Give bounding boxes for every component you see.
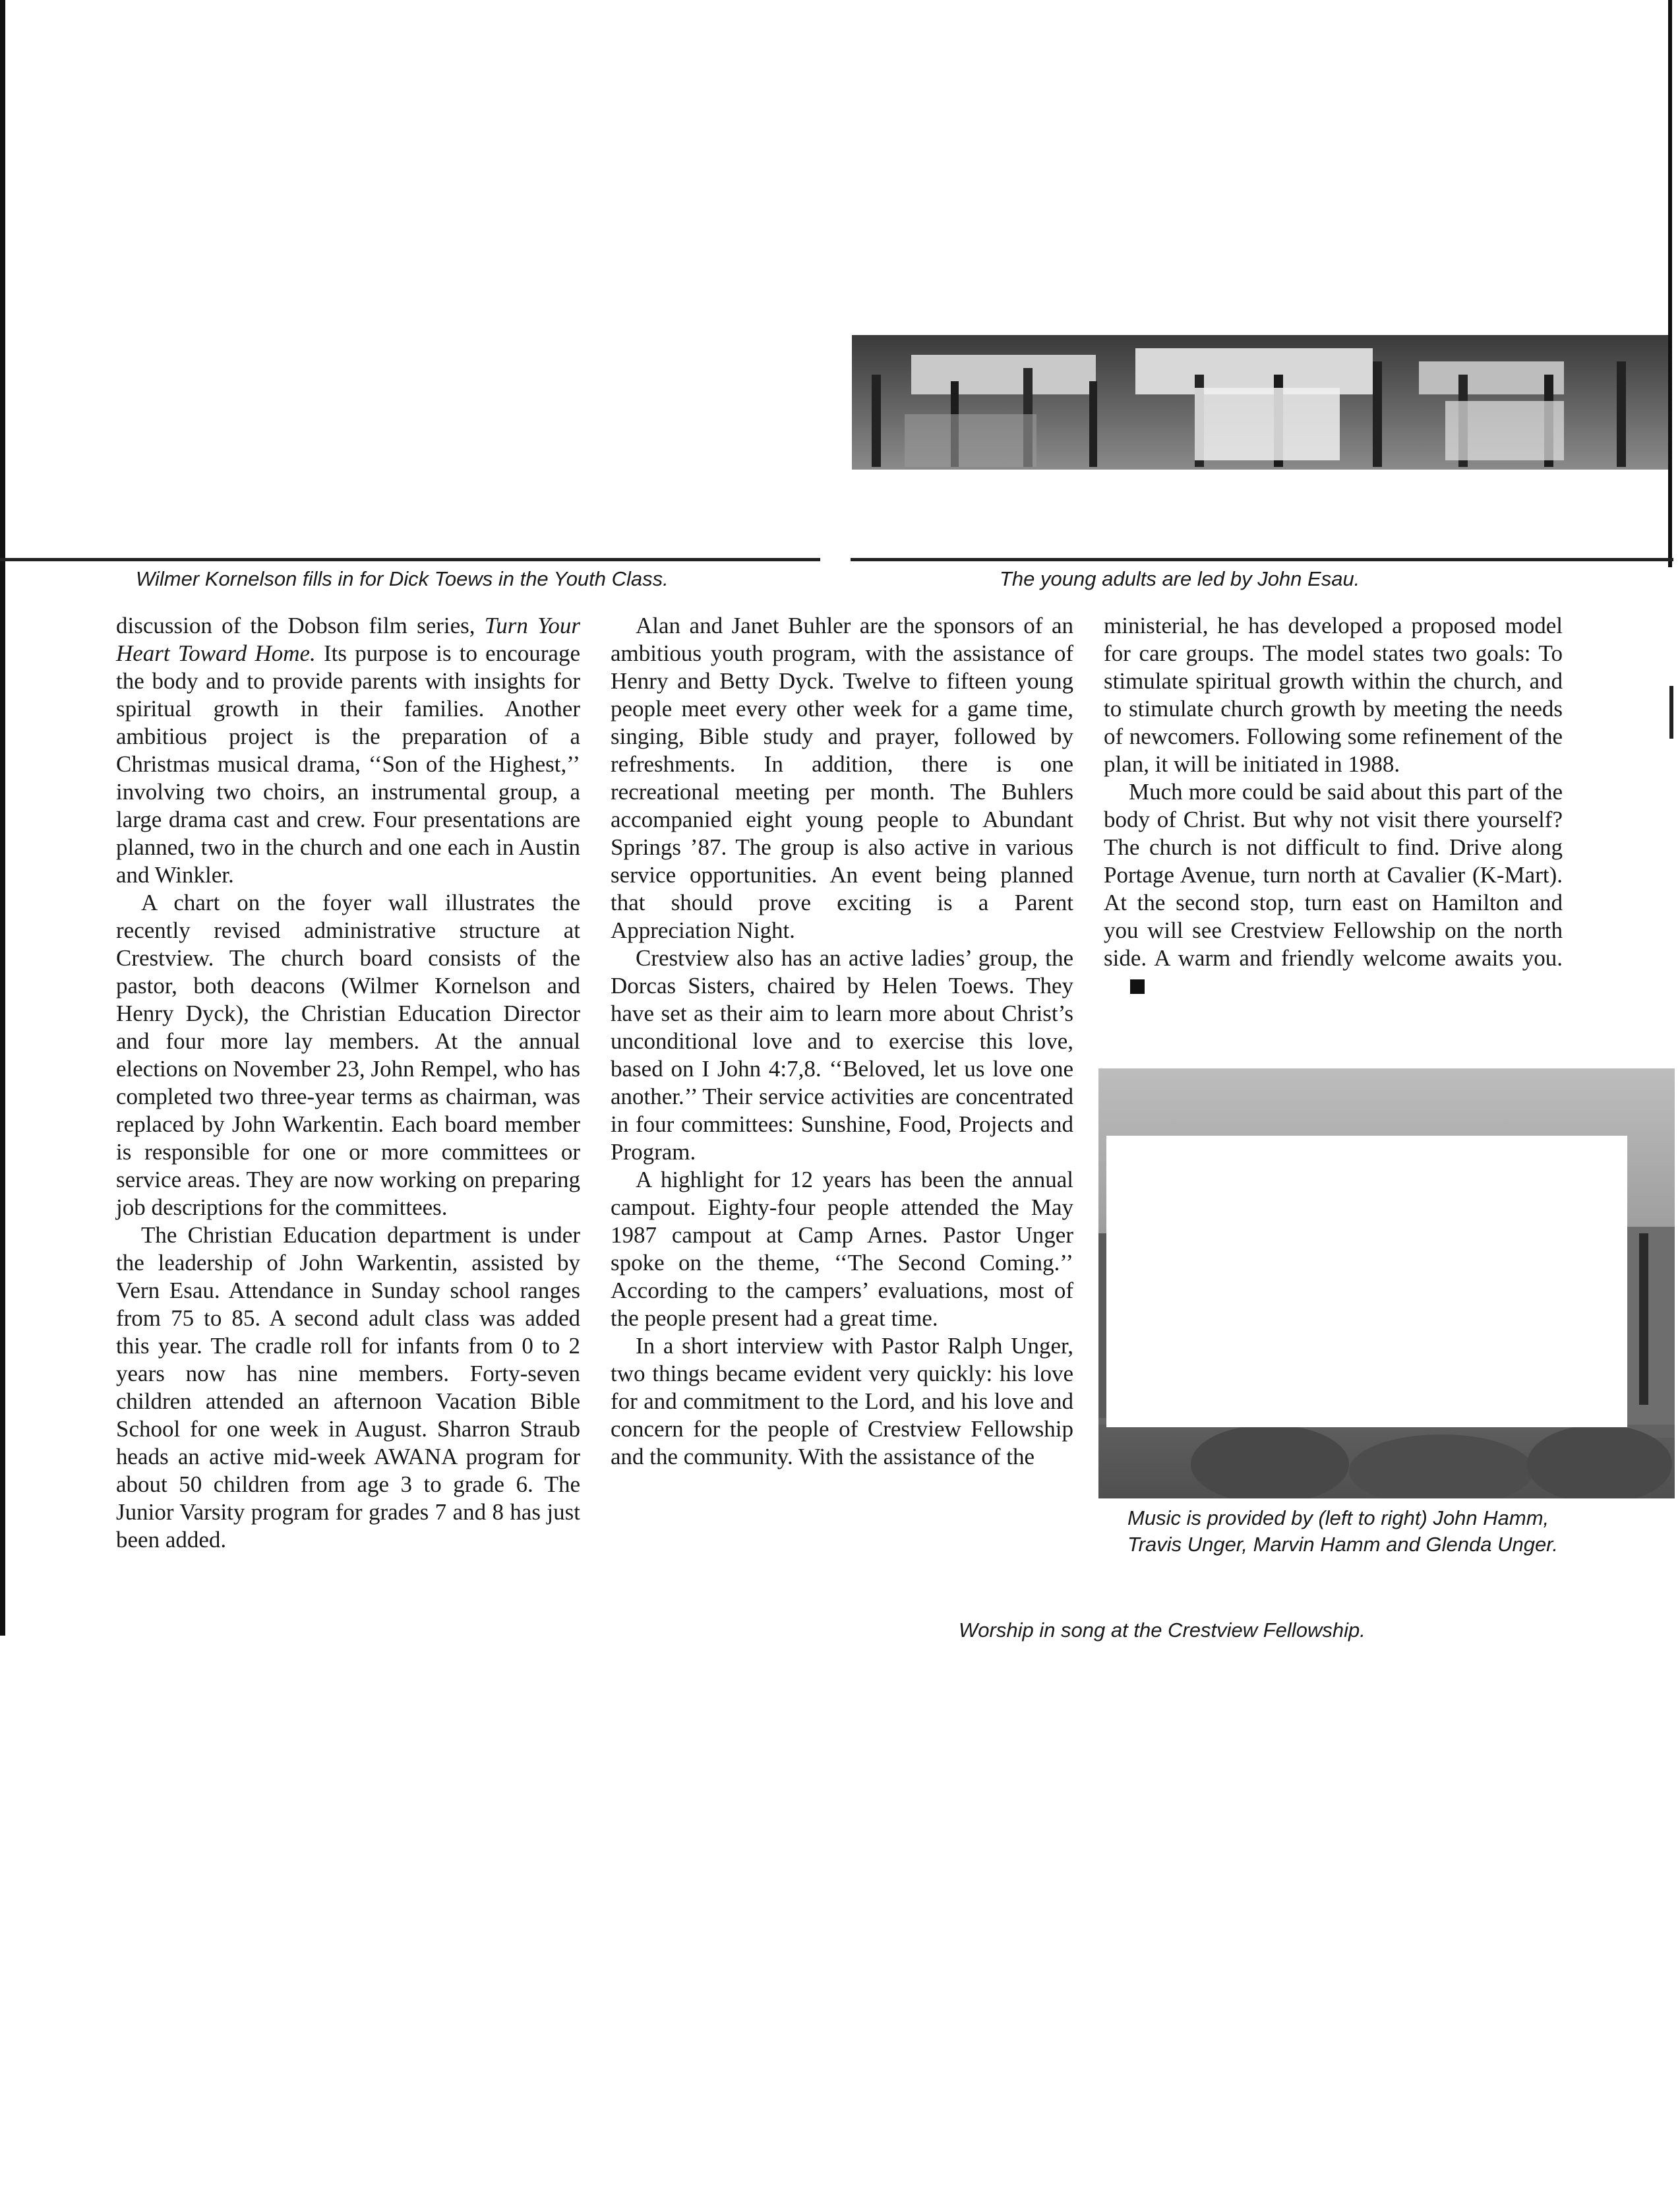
col2-paragraph-3: A highlight for 12 years has been the annual campout. Eighty-four people attended the May 1987 campout at Camp Arnes. Pastor Unger spoke on the theme, ‘‘The Second Coming.’’ According to the campers’ evaluations, most of the people present had a great time. [611,1167,1073,1331]
caption-worship: Worship in song at the Crestview Fellowship. [959,1618,1365,1642]
col1-paragraph-3: The Christian Education department is under the leadership of John Warkentin, assisted by Vern Esau. Attendance in Sunday school ranges from 75 to 85. A second adult class was added this year. The cradle roll for infants from 0 to 2 years now has nine members. Forty-seven children attended an afternoon Vacation Bible School for one week in August. Sharron Straub heads an active mid-week AWANA program for about 50 children from age 3 to grade 6. The Junior Varsity program for grades 7 and 8 has just been added. [116,1222,580,1553]
column-1 [116,612,580,1554]
end-of-article-square-icon [1130,979,1145,994]
column-2 [611,612,1073,1471]
col2-paragraph-4: In a short interview with Pastor Ralph Unger, two things became evident very quickly: his love for and commitment to the Lord, and his love and concern for the people of Crestview Fellowship and the community. With the assistance of the [611,1333,1073,1469]
col2-paragraph-2: Crestview also has an active ladies’ group, the Dorcas Sisters, chaired by Helen Toews. They have set as their aim to learn more about Christ’s unconditional love and to exercise this love, based on I John 4:7,8. ‘‘Beloved, let us love one another.’’ Their service activities are concentrated in four committees: Sunshine, Food, Projects and Program. [611,945,1073,1165]
caption-youth-class: Wilmer Kornelson fills in for Dick Toews in the Youth Class. [136,567,669,590]
scan-edge-left [0,0,5,1636]
col2-paragraph-1: Alan and Janet Buhler are the sponsors of an ambitious youth program, with the assistance of Henry and Betty Dyck. Twelve to fifteen young people meet every other week for a game time, singing, Bible study and prayer, followed by refreshments. In addition, there is one recreational meeting per month. The Buhlers accompanied eight young people to Abundant Springs ’87. The group is also active in various service opportunities. An event being planned that should prove exciting is a Parent Appreciation Night. [611,613,1073,943]
photo-music-whiteout [1106,1136,1627,1427]
col1-paragraph-1: discussion of the Dobson film series, Turn Your Heart Toward Home. Its purpose is to encourage the body and to provide parents with insights for spiritual growth in their families. Another ambitious project is the preparation of a Christmas musical drama, ‘‘Son of the Highest,’’ involving two choirs, an instrumental group, a large drama cast and crew. Four presentations are planned, two in the church and one each in Austin and Winkler. [116,613,580,888]
photo-young-adults-image [852,335,1668,470]
rule-left [0,558,820,561]
col3-paragraph-1: ministerial, he has developed a proposed model for care groups. The model states two goals: To stimulate spiritual growth within the church, and to stimulate church growth by meeting the needs of newcomers. Following some refinement of the plan, it will be initiated in 1988. [1104,613,1563,777]
col1-paragraph-2: A chart on the foyer wall illustrates the recently revised administrative structure at Crestview. The church board consists of the pastor, both deacons (Wilmer Kornelson and Henry Dyck), the Christian Education Director and four more lay members. At the annual elections on November 23, John Rempel, who has completed two three-year terms as chairman, was replaced by John Warkentin. Each board member is responsible for one or more committees or service areas. They are now working on preparing job descriptions for the committees. [116,890,580,1220]
photo-young-adults-whiteout [852,470,1663,557]
photo-young-adults [852,335,1668,470]
caption-music: Music is provided by (left to right) John Hamm, Travis Unger, Marvin Hamm and Glenda Unger. [1127,1506,1558,1556]
rule-right [851,558,1673,561]
film-title: Turn Your Heart Toward Home. [116,613,580,666]
column-3 [1104,612,1563,1000]
scan-edge-right-stub [1669,686,1673,739]
scan-edge-right [1668,0,1672,567]
col3-paragraph-2: Much more could be said about this part of the body of Christ. But why not visit there yourself? The church is not difficult to find. Drive along Portage Avenue, turn north at Cavalier (K-Mart). At the second stop, turn east on Hamilton and you will see Crestview Fellowship on the north side. A warm and friendly welcome awaits you. [1104,778,1563,1000]
caption-young-adults: The young adults are led by John Esau. [1000,567,1360,590]
